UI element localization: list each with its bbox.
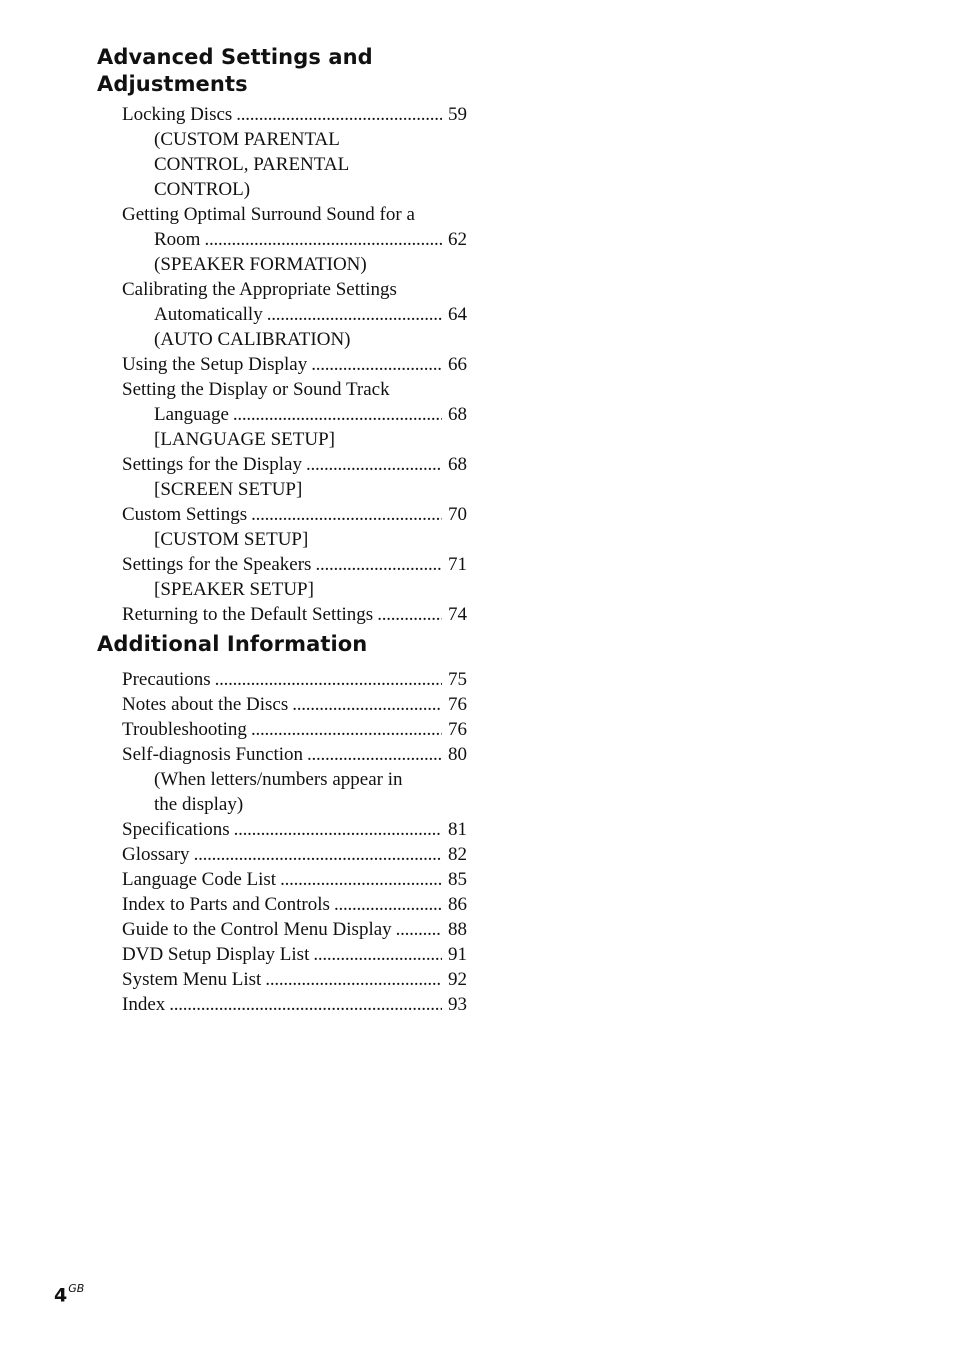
toc-entry-row [122, 717, 467, 742]
toc-entry-title: Settings for the Speakers [122, 554, 312, 575]
toc-entry-note: CONTROL, PARENTAL [154, 154, 350, 175]
toc-entry-row [122, 867, 467, 892]
toc-page-number: 68 [448, 404, 467, 425]
toc-entry-title: Index to Parts and Controls [122, 894, 330, 915]
toc-entry-row [122, 917, 467, 942]
toc-page-number: 76 [448, 719, 467, 740]
page-number-value: 4 [54, 1284, 68, 1307]
toc-entry-note: (SPEAKER FORMATION) [154, 254, 367, 275]
toc-entry[interactable] [122, 717, 467, 742]
toc-entry[interactable] [122, 667, 467, 692]
dot-leader [265, 967, 442, 992]
toc-page-number: 62 [448, 229, 467, 250]
toc-entry[interactable] [122, 452, 467, 502]
toc-entry-note: (AUTO CALIBRATION) [154, 329, 351, 350]
toc-entry[interactable] [122, 352, 467, 377]
dot-leader [315, 552, 442, 577]
toc-entry-title: Getting Optimal Surround Sound for a [122, 204, 415, 225]
toc-page-number: 64 [448, 304, 467, 325]
dot-leader [169, 992, 442, 1017]
toc-page-number: 68 [448, 454, 467, 475]
section-heading-line: Additional Information [97, 632, 368, 656]
toc-entry-row [122, 452, 467, 477]
toc-entry-note: [CUSTOM SETUP] [154, 529, 309, 550]
toc-entry-title: Using the Setup Display [122, 354, 308, 375]
toc-entry-title: Custom Settings [122, 504, 248, 525]
toc-page-number: 80 [448, 744, 467, 765]
dot-leader [306, 452, 442, 477]
toc-entry-title: Setting the Display or Sound Track [122, 379, 390, 400]
dot-leader [313, 942, 442, 967]
dot-leader [292, 692, 442, 717]
toc-entry-title-continued: Room [154, 229, 201, 250]
dot-leader [236, 102, 442, 127]
toc-entry-row [122, 817, 467, 842]
toc-entry[interactable] [122, 992, 467, 1017]
dot-leader [233, 402, 442, 427]
toc-entry[interactable] [122, 602, 467, 627]
toc-entry[interactable] [122, 692, 467, 717]
dot-leader [267, 302, 442, 327]
toc-entry[interactable] [122, 742, 467, 817]
toc-entry-row [122, 602, 467, 627]
toc-entry-row [122, 502, 467, 527]
toc-entry-title: Calibrating the Appropriate Settings [122, 279, 397, 300]
toc-entry-row [122, 967, 467, 992]
toc-page-number: 71 [448, 554, 467, 575]
toc-entry[interactable] [122, 102, 467, 202]
toc-entry-row [122, 667, 467, 692]
dot-leader [251, 502, 442, 527]
section-heading-line: Advanced Settings and [97, 45, 373, 69]
toc-page-number: 93 [448, 994, 467, 1015]
toc-entry-title: Troubleshooting [122, 719, 247, 740]
toc-entry-row [122, 102, 467, 127]
toc-entry[interactable] [122, 942, 467, 967]
toc-entry-note: (CUSTOM PARENTAL [154, 129, 340, 150]
dot-leader [204, 227, 442, 252]
toc-entry-note: [LANGUAGE SETUP] [154, 429, 336, 450]
section-heading-additional-information [97, 631, 477, 658]
dot-leader [251, 717, 442, 742]
toc-entry[interactable] [122, 917, 467, 942]
toc-entry[interactable] [122, 552, 467, 602]
table-of-contents [97, 44, 477, 1017]
dot-leader [307, 742, 442, 767]
toc-entry-title: Specifications [122, 819, 230, 840]
toc-entry[interactable] [122, 867, 467, 892]
page-number [54, 1284, 84, 1306]
dot-leader [234, 817, 442, 842]
toc-entry-note: [SCREEN SETUP] [154, 479, 303, 500]
toc-page-number: 91 [448, 944, 467, 965]
toc-entry[interactable] [122, 842, 467, 867]
dot-leader [215, 667, 442, 692]
toc-entry[interactable] [122, 277, 467, 352]
dot-leader [377, 602, 442, 627]
toc-entry[interactable] [122, 817, 467, 842]
toc-entry-title: DVD Setup Display List [122, 944, 310, 965]
dot-leader [194, 842, 442, 867]
dot-leader [311, 352, 442, 377]
toc-page-number: 59 [448, 104, 467, 125]
toc-entry-title: Index [122, 994, 166, 1015]
section-heading-line: Adjustments [97, 72, 248, 96]
toc-entry-note: the display) [154, 794, 244, 815]
toc-page-number: 75 [448, 669, 467, 690]
toc-entry-title: Notes about the Discs [122, 694, 289, 715]
toc-entry-title: Language Code List [122, 869, 277, 890]
toc-entry-title: System Menu List [122, 969, 262, 990]
toc-entry-list [97, 102, 467, 627]
toc-entry-title: Locking Discs [122, 104, 233, 125]
dot-leader [334, 892, 442, 917]
toc-entry[interactable] [122, 892, 467, 917]
toc-entry-title-continued: Language [154, 404, 229, 425]
toc-entry-row [122, 942, 467, 967]
toc-entry-row [122, 742, 467, 767]
toc-entry[interactable] [122, 202, 467, 277]
toc-entry[interactable] [122, 377, 467, 452]
toc-entry-row [122, 992, 467, 1017]
toc-entry-title: Self-diagnosis Function [122, 744, 304, 765]
toc-entry[interactable] [122, 967, 467, 992]
toc-entry-list [97, 667, 467, 1017]
toc-page-number: 81 [448, 819, 467, 840]
toc-entry-row [122, 227, 467, 252]
toc-entry-note: (When letters/numbers appear in [154, 769, 403, 790]
toc-entry-row [122, 302, 467, 327]
toc-page-number: 70 [448, 504, 467, 525]
dot-leader [396, 917, 442, 942]
toc-entry-note: [SPEAKER SETUP] [154, 579, 314, 600]
toc-page-number: 74 [448, 604, 467, 625]
toc-page-number: 92 [448, 969, 467, 990]
toc-entry-row [122, 352, 467, 377]
dot-leader [280, 867, 442, 892]
toc-entry-title: Returning to the Default Settings [122, 604, 374, 625]
page-number-suffix: GB [68, 1282, 85, 1295]
toc-entry-row [122, 552, 467, 577]
toc-entry-row [122, 842, 467, 867]
toc-entry-title: Guide to the Control Menu Display [122, 919, 392, 940]
toc-entry-row [122, 692, 467, 717]
toc-page-number: 66 [448, 354, 467, 375]
toc-page-number: 76 [448, 694, 467, 715]
toc-entry-title: Glossary [122, 844, 190, 865]
toc-page-number: 86 [448, 894, 467, 915]
toc-page-number: 82 [448, 844, 467, 865]
toc-page-number: 88 [448, 919, 467, 940]
toc-entry-title: Settings for the Display [122, 454, 302, 475]
toc-entry-row [122, 892, 467, 917]
section-heading-advanced-settings [97, 44, 477, 98]
toc-page-number: 85 [448, 869, 467, 890]
toc-entry-title: Precautions [122, 669, 211, 690]
toc-entry[interactable] [122, 502, 467, 552]
toc-entry-note: CONTROL) [154, 179, 251, 200]
toc-entry-title-continued: Automatically [154, 304, 263, 325]
toc-entry-row [122, 402, 467, 427]
